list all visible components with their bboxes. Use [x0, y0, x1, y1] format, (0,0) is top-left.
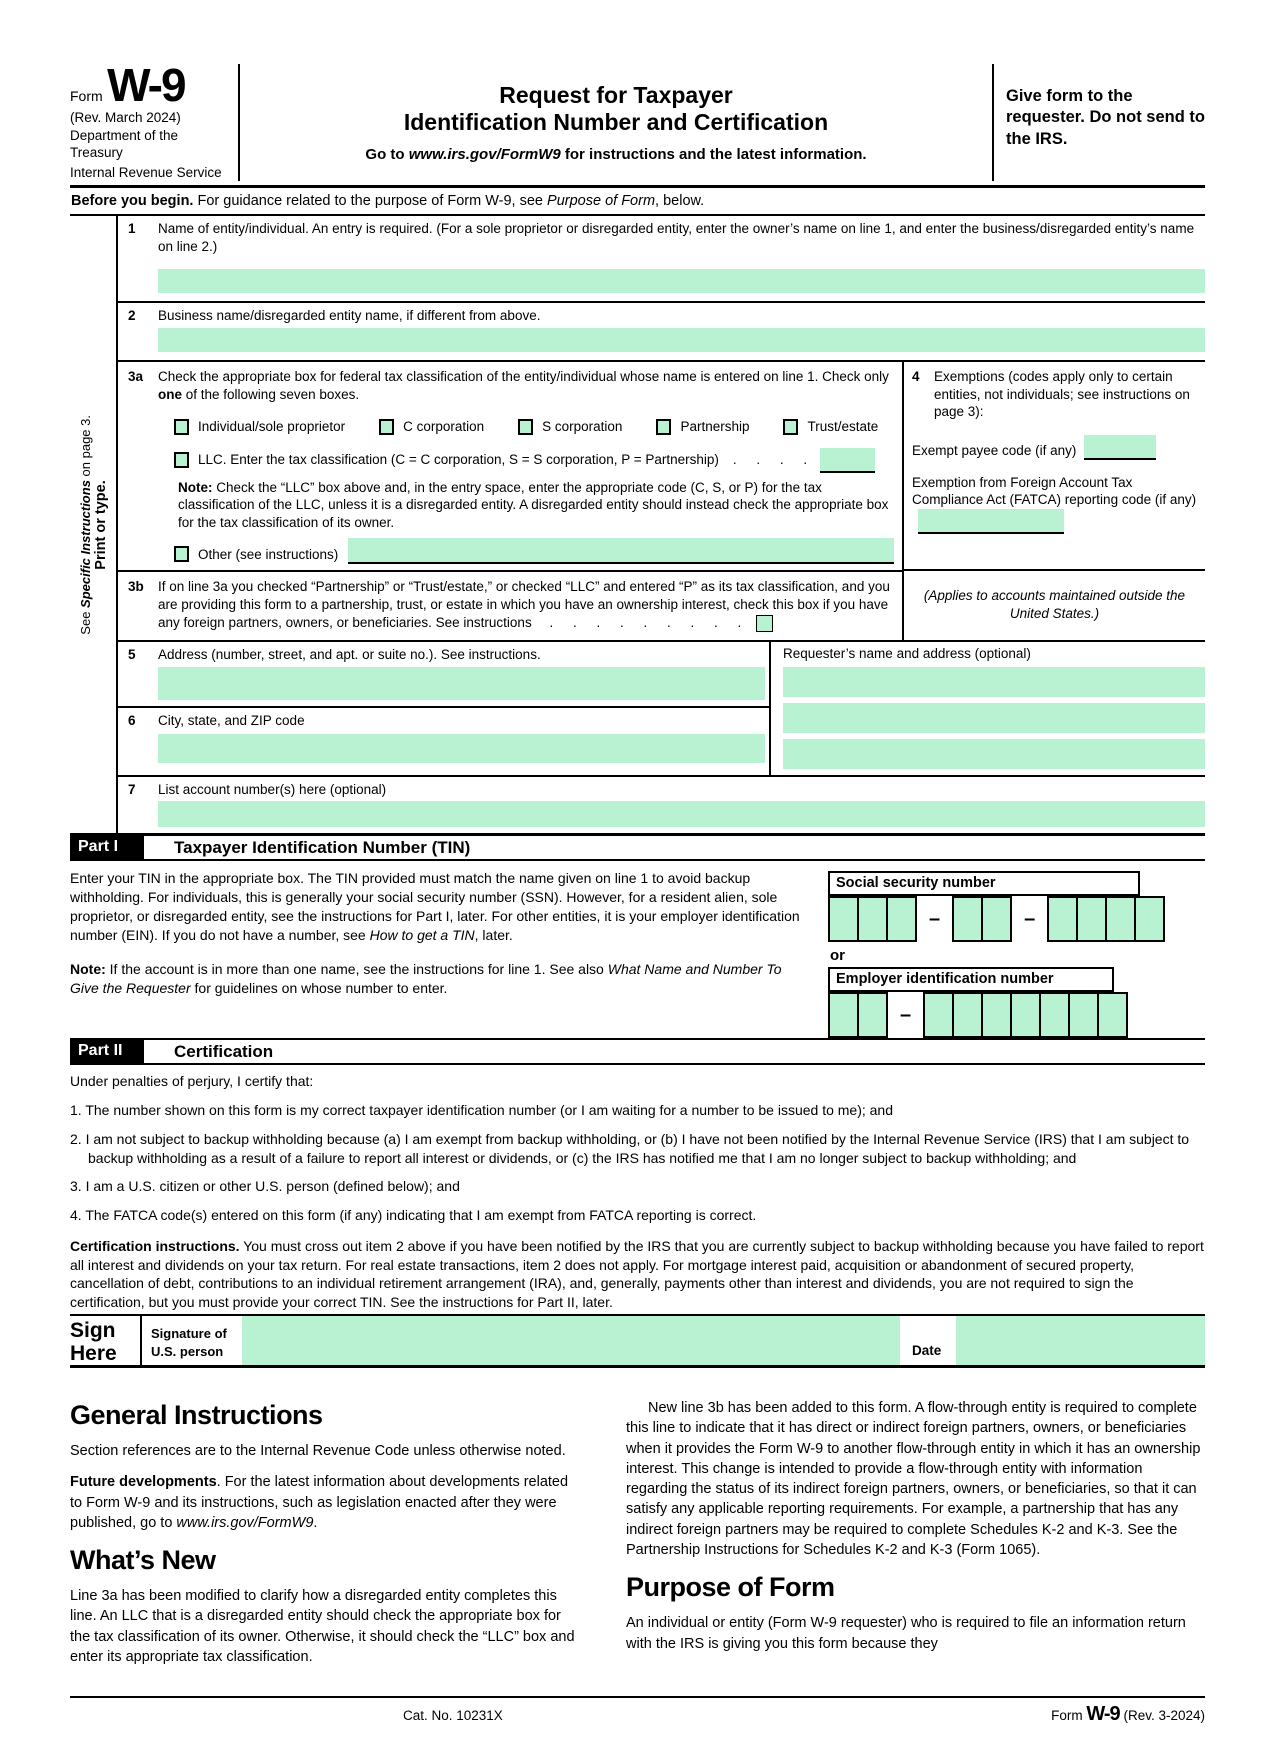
certification-item-1: 1. The number shown on this form is my correct taxpayer identification number (or I am waiting for a number to be issued to me); and — [70, 1102, 894, 1119]
part2-header — [70, 1038, 1205, 1065]
print-or-type-label: Print or type. — [92, 479, 109, 570]
applies-note: (Applies to accounts maintained outside the United States.) — [923, 588, 1186, 622]
trust-estate-checkbox[interactable] — [783, 419, 798, 435]
individual-checkbox-label: Individual/sole proprietor — [198, 418, 346, 434]
llc-label: LLC. Enter the tax classification (C = C corporation, S = S corporation, P = Partnership) — [198, 452, 719, 468]
ssn-digit-5[interactable] — [981, 896, 1012, 942]
line6-number: 6 — [128, 713, 136, 729]
signature-of-label: Signature of U.S. person — [151, 1325, 227, 1359]
line3b-label: If on line 3a you checked “Partnership” or “Trust/estate,” or checked “LLC” and entered “P” as its tax classification, and you are providing this form to a partnership, trust, or estate in which you have an ownership interest, check this box if you have any foreign partners, owners, or beneficiaries. See instructions — [158, 579, 890, 630]
line3a-label: Check the appropriate box for federal tax classification of the entity/individual whose name is entered on line 1. Check only one of the following seven boxes. — [158, 369, 889, 403]
part1-paragraph: Enter your TIN in the appropriate box. The TIN provided must match the name given on line 1 to avoid backup withholding. For individuals, this is generally your social security number (SSN). However, for a resident alien, sole proprietor, or disregarded entity, see the instructions for Part I, later. For other entities, it is your employer identification number (EIN). If you do not have a number, see How to get a TIN, later. — [70, 870, 800, 943]
ssn-digit-4[interactable] — [952, 896, 983, 942]
ssn-cells — [828, 896, 1205, 942]
line3a-number: 3a — [128, 369, 144, 385]
llc-dot-leader: . . . . — [732, 452, 809, 468]
line7-number: 7 — [128, 781, 136, 797]
ein-digit-2[interactable] — [857, 992, 888, 1038]
department-line1: Department of the Treasury — [70, 128, 179, 161]
whats-new-paragraph: Line 3a has been modified to clarify how a disregarded entity completes this line. An LLC that is a disregarded entity should check the appropriate box for the tax classification of its owner. Otherwise, it should check the “LLC” box and enter its appropriate tax classification. — [70, 1588, 575, 1666]
line3-column — [118, 362, 902, 639]
checkbox-item-individual — [174, 418, 345, 436]
form-number: W-9 — [107, 59, 185, 111]
catalog-number: Cat. No. 10231X — [403, 1708, 503, 1724]
partnership-checkbox-label: Partnership — [680, 418, 750, 434]
checkbox-item-s-corp — [518, 418, 622, 436]
ein-digit-1[interactable] — [828, 992, 859, 1038]
part2-badge: Part II — [70, 1040, 144, 1063]
part1-title: Taxpayer Identification Number (TIN) — [174, 838, 471, 858]
other-checkbox[interactable] — [174, 546, 189, 562]
sign-here-label: Sign Here — [70, 1318, 117, 1366]
give-form-note: Give form to the requester. Do not send to the IRS. — [992, 64, 1205, 181]
ein-digit-6[interactable] — [1010, 992, 1041, 1038]
tin-boxes — [828, 869, 1205, 1038]
requester-input-1[interactable] — [783, 667, 1205, 697]
general-instructions-section — [70, 1384, 1205, 1678]
line5-label: Address (number, street, and apt. or suite no.). See instructions. — [158, 646, 541, 662]
other-label: Other (see instructions) — [198, 547, 339, 563]
exempt-payee-code-input[interactable] — [1084, 435, 1156, 460]
line3b-block — [118, 570, 902, 640]
s-corporation-checkbox[interactable] — [518, 419, 533, 435]
line4-number: 4 — [912, 369, 920, 385]
part1-note: Note: If the account is in more than one name, see the instructions for line 1. See also What Name and Number To Give the Requester for guidelines on whose number to enter. — [70, 961, 782, 997]
s-corporation-checkbox-label: S corporation — [542, 418, 623, 434]
ssn-digit-2[interactable] — [857, 896, 888, 942]
line7-account-numbers-input[interactable] — [158, 801, 1205, 827]
form-lines — [116, 216, 1205, 834]
line6-label: City, state, and ZIP code — [158, 713, 305, 729]
checkbox-item-c-corp — [379, 418, 484, 436]
footer-form-id: Form W-9 (Rev. 3-2024) — [1051, 1703, 1205, 1726]
form-id-block — [70, 59, 240, 181]
partnership-checkbox[interactable] — [656, 419, 671, 435]
section-references-paragraph: Section references are to the Internal Revenue Code unless otherwise noted. — [70, 1442, 566, 1459]
instructions-right-column — [626, 1384, 1205, 1678]
ssn-dash-2: – — [1024, 907, 1036, 930]
line7-label: List account number(s) here (optional) — [158, 781, 387, 797]
part2-body — [70, 1065, 1205, 1312]
ein-digit-4[interactable] — [952, 992, 983, 1038]
line6-city-state-zip-input[interactable] — [158, 734, 765, 763]
entity-info-section — [70, 214, 1205, 834]
line1-label: Name of entity/individual. An entry is required. (For a sole proprietor or disregarded entity, enter the owner’s name on line 1, and enter the business/disregarded entity’s name on line 2.) — [158, 220, 1195, 254]
sign-here-row — [70, 1314, 1205, 1368]
exempt-payee-label: Exempt payee code (if any) — [912, 443, 1077, 459]
other-row — [174, 538, 894, 564]
ein-cells — [828, 992, 1205, 1038]
future-developments-paragraph: Future developments. For the latest information about developments related to Form W-9 and its instructions, such as legislation enacted after they were published, go to www.irs.gov/FormW9. — [70, 1474, 569, 1531]
trust-estate-checkbox-label: Trust/estate — [807, 418, 879, 434]
llc-note: Note: Check the “LLC” box above and, in the entry space, enter the appropriate code (C, S, or P) for the tax classification of the LLC, unless it is a disregarded entity. A disregarded entity should instead check the appropriate box for the tax classification of its owner. — [178, 479, 889, 531]
signature-input[interactable] — [242, 1316, 900, 1365]
line2-number: 2 — [128, 308, 136, 324]
requester-input-2[interactable] — [783, 703, 1205, 733]
line4-exemptions-cell — [904, 362, 1205, 571]
new-line-3b-paragraph: New line 3b has been added to this form. A flow-through entity is required to complete this line to indicate that it has direct or indirect foreign partners, owners, or beneficiaries when it provides the Form W-9 to another flow-through entity in which it has an ownership interest. This change is intended to provide a flow-through entity with information regarding the status of its indirect foreign partners, owners, or beneficiaries, so that it can satisfy any applicable reporting requirements. For example, a partnership that has any indirect foreign partners may be required to complete Schedules K-2 and K-3. See the Partnership Instructions for Schedules K-2 and K-3 (Form 1065). — [626, 1399, 1201, 1559]
ein-digit-9[interactable] — [1097, 992, 1128, 1038]
llc-row — [174, 448, 894, 473]
instructions-left-column — [70, 1384, 580, 1678]
line1-name-input[interactable] — [158, 269, 1205, 293]
page-footer — [70, 1696, 1205, 1726]
classification-checkbox-row — [174, 418, 894, 436]
purpose-of-form-paragraph: An individual or entity (Form W-9 requester) who is required to file an information return with the IRS is giving you this form because they — [626, 1615, 1186, 1652]
requester-column — [769, 642, 1205, 775]
ein-digit-5[interactable] — [981, 992, 1012, 1038]
form-title: Request for Taxpayer Identification Number and Certification — [403, 81, 829, 136]
certification-item-3: 3. I am a U.S. citizen or other U.S. person (defined below); and — [70, 1178, 460, 1195]
checkbox-item-partnership — [656, 418, 749, 436]
goto-line: Go to www.irs.gov/FormW9 for instructions and the latest information. — [365, 145, 867, 163]
line2-label: Business name/disregarded entity name, if different from above. — [158, 308, 541, 324]
sidebar-rotated-text — [78, 415, 109, 635]
date-input[interactable] — [956, 1316, 1205, 1365]
print-or-type-sidebar — [70, 216, 116, 834]
part1-badge: Part I — [70, 836, 144, 859]
form-header — [70, 59, 1205, 188]
ein-digit-3[interactable] — [923, 992, 954, 1038]
line5-row — [118, 642, 769, 709]
ein-header: Employer identification number — [828, 967, 1114, 992]
c-corporation-checkbox[interactable] — [379, 419, 394, 435]
part1-text — [70, 869, 812, 1038]
form-number-line — [70, 59, 230, 111]
whats-new-title: What’s New — [70, 1545, 216, 1576]
ssn-digit-8[interactable] — [1105, 896, 1136, 942]
exempt-payee-row — [912, 435, 1197, 460]
certification-item-4: 4. The FATCA code(s) entered on this form (if any) indicating that I am exempt from FATCA reporting is correct. — [70, 1207, 757, 1224]
date-label: Date — [912, 1342, 942, 1358]
line5-line6-row — [118, 642, 1205, 777]
fatca-label: Exemption from Foreign Account Tax Compliance Act (FATCA) reporting code (if any) — [912, 474, 1197, 508]
part1-header — [70, 833, 1205, 861]
see-specific-instructions-label: See Specific Instructions on page 3. — [77, 414, 93, 635]
line6-row — [118, 708, 769, 769]
address-column — [118, 642, 769, 775]
requester-label: Requester’s name and address (optional) — [783, 645, 1031, 661]
before-you-begin: Before you begin. For guidance related to the purpose of Form W-9, see Purpose of Form, below. — [71, 192, 705, 209]
irs-url: www.irs.gov/FormW9 — [408, 145, 561, 163]
line5-number: 5 — [128, 646, 136, 662]
ssn-header: Social security number — [828, 871, 1140, 896]
line3b-foreign-partners-checkbox[interactable] — [756, 615, 773, 632]
other-input[interactable] — [348, 538, 894, 564]
ein-digit-7[interactable] — [1039, 992, 1070, 1038]
department-line2: Internal Revenue Service — [70, 164, 222, 180]
part1-body — [70, 861, 1205, 1038]
purpose-of-form-title: Purpose of Form — [626, 1572, 835, 1603]
certification-intro: Under penalties of perjury, I certify that: — [70, 1073, 314, 1090]
ssn-dash-1: – — [929, 907, 941, 930]
line4-label: Exemptions (codes apply only to certain entities, not individuals; see instructions on page 3): — [934, 369, 1190, 420]
individual-checkbox[interactable] — [174, 419, 189, 435]
or-label: or — [830, 947, 845, 965]
line1-number: 1 — [128, 220, 136, 236]
ssn-digit-9[interactable] — [1134, 896, 1165, 942]
fatca-code-input[interactable] — [918, 509, 1064, 534]
ein-digit-8[interactable] — [1068, 992, 1099, 1038]
llc-classification-input[interactable] — [820, 448, 875, 473]
line3a-block — [118, 362, 902, 570]
line7-row — [118, 777, 1205, 834]
ssn-digit-7[interactable] — [1076, 896, 1107, 942]
line2-row — [118, 303, 1205, 362]
line3b-number: 3b — [128, 579, 144, 595]
line4-column — [902, 362, 1205, 639]
certification-instructions: Certification instructions. You must cross out item 2 above if you have been notified by the IRS that you are currently subject to backup withholding because you have failed to report all interest and dividends on your tax return. For real estate transactions, item 2 does not apply. For mortgage interest paid, acquisition or abandonment of secured property, cancellation of debt, contributions to an individual retirement arrangement (IRA), and, generally, payments other than interest and dividends, you are not required to sign the certification, but you must provide your correct TIN. See the instructions for Part II, later. — [70, 1237, 1204, 1311]
form-word: Form — [70, 88, 103, 104]
ein-dash: – — [900, 1003, 912, 1026]
certification-item-2: 2. I am not subject to backup withholding because (a) I am exempt from backup withholding, or (b) I have not been notified by the Internal Revenue Service (IRS) that I am subject to backup withholding as a result of a failure to report all interest or dividends, or (c) the IRS has notified me that I am no longer subject to backup withholding; and — [70, 1130, 1190, 1166]
c-corporation-checkbox-label: C corporation — [403, 418, 485, 434]
ssn-digit-3[interactable] — [886, 896, 917, 942]
part2-title: Certification — [174, 1042, 274, 1062]
line5-address-input[interactable] — [158, 667, 765, 700]
general-instructions-title: General Instructions — [70, 1399, 323, 1430]
revision-date: (Rev. March 2024) — [70, 110, 181, 125]
ssn-digit-6[interactable] — [1047, 896, 1078, 942]
line2-business-name-input[interactable] — [158, 328, 1205, 352]
checkbox-item-trust-estate — [783, 418, 878, 436]
form-title-block — [240, 64, 992, 181]
line1-row — [118, 216, 1205, 304]
line3b-dot-leader: . . . . . . . . . — [549, 614, 743, 630]
line3-line4-row — [118, 362, 1205, 641]
ssn-digit-1[interactable] — [828, 896, 859, 942]
llc-checkbox[interactable] — [174, 452, 189, 468]
fatca-row — [912, 474, 1197, 534]
requester-input-3[interactable] — [783, 739, 1205, 769]
